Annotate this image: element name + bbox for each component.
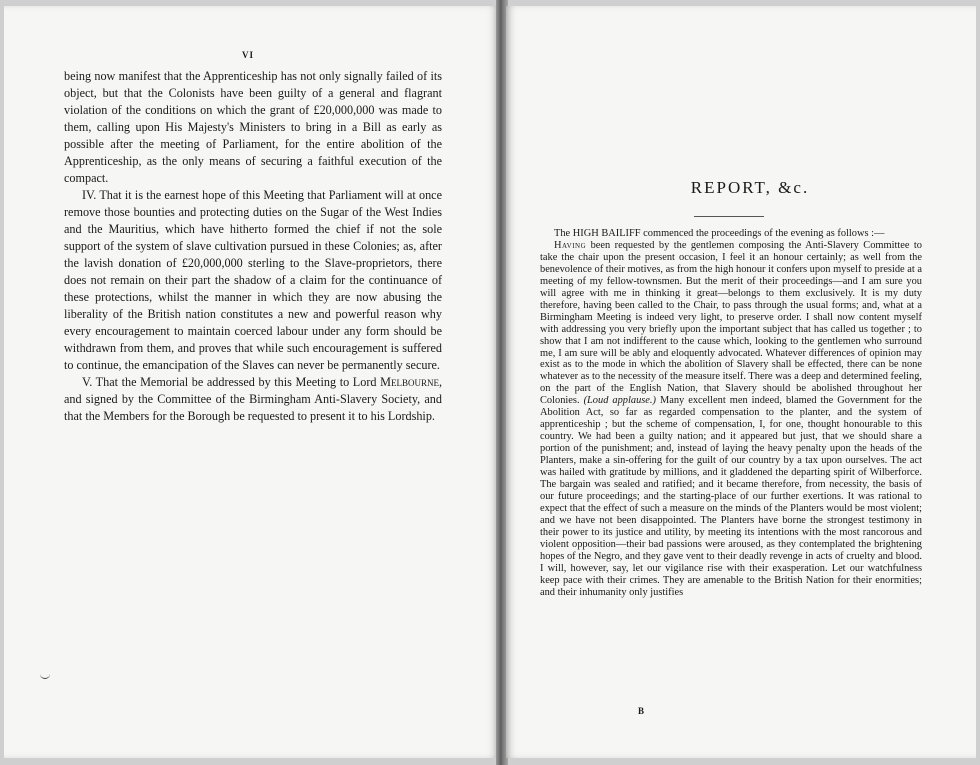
right-page xyxy=(506,6,976,758)
lord-melbourne-name: Melbourne xyxy=(380,375,439,389)
left-paragraph-3-text-b: , and signed by the Committee of the Birmingham Anti-Slavery Society, and that the Members for the Borough be requested to present it to his Lordship. xyxy=(64,375,442,423)
speech-opening-word: Having xyxy=(554,239,587,251)
speech-text-part-1: been requested by the gentlemen composing the Anti-Slavery Committee to take the chair upon the present occasion, I feel it an honour certainly; as well from the benevolence of their motives, as from the high honour it confers upon myself to preside at a meeting of my fellow-townsmen. But the merit of their proceedings—and I am sure you will agree with me in thinking it great—belongs to them exclusively. It is my duty therefore, having been called to the Chair, to pass through the usual forms; and, what at a Birmingham Meeting is indeed very light, to preserve order. I shall now content myself with addressing you very briefly upon the important subject that has called us together ; to show that I am not indifferent to the cause which, looking to the gentlemen who surround me, I am sure will be ably and eloquently advocated. Whatever differences of opinion may exist as to the mode in which the abolition of Slavery shall be effected, there can be none whatever as to the necessity of the measure itself. There was a deep and determined feeling, on the part of the English Nation, that Slavery should be abolished throughout her Colonies. xyxy=(540,239,922,407)
left-paragraph-3 xyxy=(64,374,442,425)
left-paragraph-2 xyxy=(64,187,442,374)
report-title: REPORT, &c. xyxy=(690,178,810,197)
left-paragraph-1 xyxy=(64,68,442,187)
intro-paragraph: The HIGH BAILIFF commenced the proceedings of the evening as follows :— xyxy=(554,228,885,239)
left-page-number: VI xyxy=(242,50,255,60)
left-page xyxy=(4,6,498,758)
applause-note: (Loud applause.) xyxy=(583,395,656,407)
left-paragraph-3-text-a: V. That the Memorial be addressed by this Meeting to Lord xyxy=(82,375,381,389)
speech-paragraph xyxy=(540,240,922,599)
signature-mark: B xyxy=(638,706,646,716)
left-paragraph-1-text: being now manifest that the Apprenticeship has not only signally failed of its object, but that the Colonists have been guilty of a general and flagrant violation of the conditions on which the grant of £20,000,000 was made to them, calling upon His Majesty's Ministers to bring in a Bill as early as possible after the meeting of Parliament, for the entire abolition of the Apprenticeship, as the only means of securing a faithful execution of the compact. xyxy=(64,69,442,185)
left-page-text xyxy=(64,68,442,425)
left-paragraph-2-text: IV. That it is the earnest hope of this Meeting that Parliament will at once remove those bounties and protecting duties on the Sugar of the West Indies and the Mauritius, which have hitherto formed the chief if not the sole support of the system of slave cultivation pursued in these Colonies; as, after the lavish donation of £20,000,000 sterling to the Slave-proprietors, there does not remain on their part the shadow of a claim for the continuance of these protections, whilst the manner in which they are now abusing the liberality of the British nation constitutes a new and powerful reason why every encouragement to maintain coerced labour under any form should be withdrawn from them, and proves that while such encouragement is suffered to continue, the emancipation of the Slaves can never be permanently secure. xyxy=(64,188,442,372)
title-divider xyxy=(694,216,764,217)
margin-mark xyxy=(40,674,50,679)
speech-text-part-2: Many excellent men indeed, blamed the Government for the Abolition Act, so far as regarded compensation to the planter, and the system of apprenticeship ; but the scheme of compensation, I, for one, thought honourable to this country. We had been a guilty nation; and it appeared but just, that we should share a portion of the punishment; and, instead of laying the heavy penalty upon the heads of the Planters, make a sin-offering for the guilt of our country by a tax upon ourselves. The act was hailed with gratitude by millions, and it gladdened the departing spirit of Wilberforce. The bargain was sealed and ratified; and it became therefore, from necessity, the basis of our future proceedings; and the starting-place of our further exertions. It was rational to expect that the effect of such a measure on the minds of the Planters would be most violent; and we have not been disappointed. The Planters have borne the strongest testimony in their power to its justice and utility, by meeting its intentions with the most rancorous and violent opposition—their bad passions were aroused, as they contemplated the brightening hopes of the Negro, and they gave vent to their deadly revenge in acts of cruelty and blood. I will, however, say, let our vigilance rise with their exasperation. Let our watchfulness keep pace with their crimes. They are amenable to the British Nation for their enormities; and their inhumanity only justifies xyxy=(540,395,923,598)
right-page-text xyxy=(540,228,922,599)
